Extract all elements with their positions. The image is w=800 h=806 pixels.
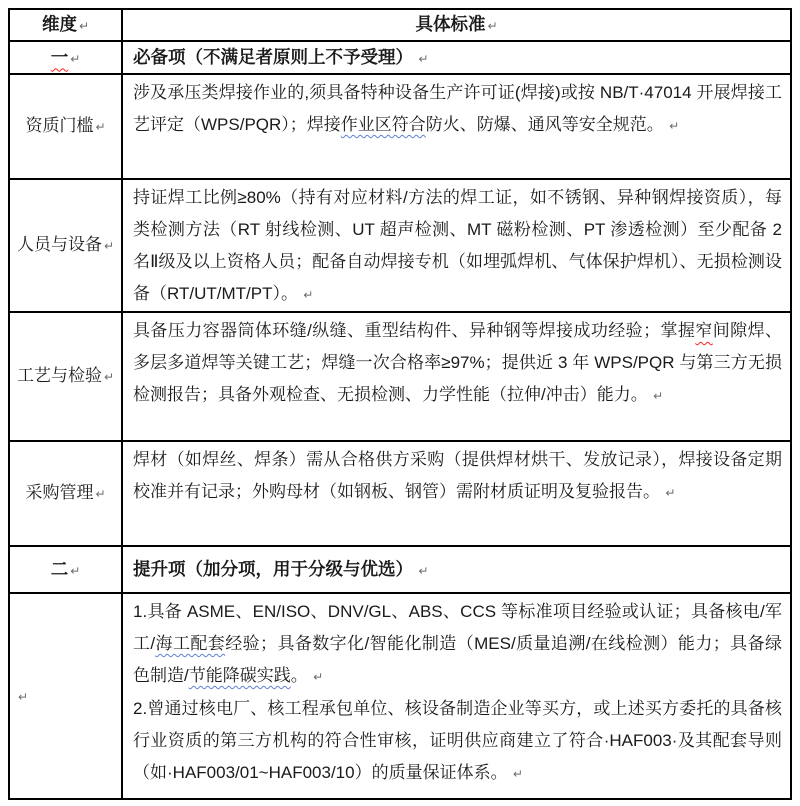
paragraph — [133, 77, 782, 142]
spellcheck-wavy-blue-segment: 作业区符合 — [340, 115, 426, 134]
table-header-row — [10, 10, 790, 42]
paragraph — [133, 315, 782, 412]
text-segment: 资质门槛 — [25, 116, 94, 135]
content-cell-section-1 — [123, 42, 790, 73]
paragraph — [133, 444, 782, 509]
text-segment: 间隙焊、多层多道焊等关键工艺；焊缝一次合格率≥97%；提供近 3 年 WPS/PQR 与第三方无损检测报告；具备外观检查、无损检测、力学性能（拉伸/冲击）能力。 — [133, 321, 783, 404]
text-segment: 焊材（如焊丝、焊条）需从合格供方采购（提供焊材烘干、发放记录），焊接设备定期校准并有记录；外购母材（如钢板、钢管）需附材质证明及复验报告。 — [133, 450, 782, 501]
criteria-table — [8, 8, 792, 800]
content-cell-enhancement — [123, 594, 790, 798]
paragraph-mark: ↵ — [70, 563, 81, 578]
content-cell-section-2 — [123, 547, 790, 592]
text-segment: 维度 — [41, 14, 77, 34]
content-cell-personnel — [123, 180, 790, 311]
header-cell-criteria — [123, 10, 790, 40]
text-segment: 2.曾通过核电厂、核工程承包单位、核设备制造企业等买方，或上述买方委托的具备核行业资质的第三方机构的符合性审核，证明供应商建立了符合·HAF003·及其配套导则（如·HAF003/01~HAF003/10）的质量保证体系。 — [133, 699, 782, 782]
table-row-section-2 — [10, 547, 790, 594]
paragraph — [133, 596, 782, 693]
text-segment: 持证焊工比例≥80%（持有对应材料/方法的焊工证，如不锈钢、异种钢焊接资质），每类检测方法（RT 射线检测、UT 超声检测、MT 磁粉检测、PT 渗透检测）至少配备 2 名Ⅱ级及以上资格人员；配备自动焊接专机（如埋弧焊机、气体保护焊机）、无损检测设备（RT/UT/MT/PT）。 — [133, 188, 782, 303]
text-segment: 提升项（加分项，用于分级与优选） — [133, 558, 413, 579]
paragraph-mark: ↵ — [95, 120, 106, 134]
text-segment: 二 — [50, 558, 69, 579]
paragraph-mark: ↵ — [95, 487, 106, 501]
spellcheck-wavy-red-segment: 一 — [50, 46, 69, 67]
paragraph — [25, 115, 105, 138]
paragraph — [25, 482, 105, 505]
content-cell-process — [123, 313, 790, 440]
paragraph-mark: ↵ — [18, 689, 29, 704]
paragraph-mark: ↵ — [415, 563, 429, 578]
paragraph-mark: ↵ — [662, 486, 676, 500]
dimension-cell-section-1 — [10, 42, 123, 73]
table-row-section-1 — [10, 42, 790, 75]
text-segment: 工艺与检验 — [16, 366, 102, 385]
paragraph-mark: ↵ — [415, 51, 429, 66]
dimension-cell-process — [10, 313, 123, 440]
content-cell-procurement — [123, 442, 790, 545]
paragraph-mark: ↵ — [103, 370, 115, 384]
paragraph — [51, 46, 81, 70]
paragraph — [133, 693, 782, 790]
table-row-procurement — [10, 442, 790, 547]
paragraph — [17, 234, 114, 257]
paragraph — [51, 558, 81, 582]
text-segment: 具备压力容器筒体环缝/纵缝、重型结构件、异种钢等焊接成功经验；掌握 — [133, 321, 696, 340]
paragraph-mark: ↵ — [665, 119, 680, 133]
paragraph — [133, 182, 782, 311]
dimension-cell-procurement — [10, 442, 123, 545]
text-segment: 涉及承压类焊接作业的,须具备特种设备生产许可证(焊接)或按 NB/T·47014 开展焊接工艺评定（WPS/PQR）；焊接 — [133, 83, 782, 134]
text-segment: 防火、防爆、通风等安全规范。 — [425, 115, 664, 134]
text-segment: 采购管理 — [25, 483, 94, 502]
table-row-qualification-threshold — [10, 75, 790, 180]
paragraph-mark: ↵ — [78, 19, 90, 33]
paragraph-mark: ↵ — [70, 51, 81, 66]
text-segment: 必备项（不满足者原则上不予受理） — [133, 46, 413, 67]
table-row-process-inspection — [10, 313, 790, 442]
paragraph — [16, 685, 28, 708]
dimension-cell-section-2 — [10, 547, 123, 592]
dimension-cell-enhancement — [10, 594, 123, 798]
paragraph — [133, 42, 428, 73]
text-segment: 具体标准 — [415, 14, 486, 34]
table-row-personnel-equipment — [10, 180, 790, 313]
spellcheck-wavy-blue-segment: 海工配套 — [155, 634, 226, 653]
header-cell-dimension — [10, 10, 123, 40]
content-cell-qualification — [123, 75, 790, 178]
dimension-cell-personnel — [10, 180, 123, 311]
table-row-enhancement-items — [10, 594, 790, 798]
paragraph — [17, 365, 114, 388]
text-segment: 人员与设备 — [16, 235, 102, 254]
paragraph-mark: ↵ — [103, 239, 115, 253]
dimension-cell-qualification — [10, 75, 123, 178]
text-segment: 。 — [290, 666, 308, 685]
text-segment: 经验；具备数字化/智能化制造（MES/质量追溯/在线检测）能力；具备绿色制造/ — [133, 634, 782, 685]
paragraph — [415, 10, 497, 40]
paragraph-mark: ↵ — [509, 767, 523, 781]
paragraph-mark: ↵ — [309, 670, 324, 684]
paragraph-mark: ↵ — [649, 389, 664, 403]
paragraph — [42, 13, 89, 37]
paragraph-mark: ↵ — [487, 19, 498, 33]
paragraph-mark: ↵ — [299, 288, 314, 302]
spellcheck-wavy-blue-segment: 节能降碳实践 — [188, 666, 291, 685]
text-segment: 1.具备 ASME、EN/ISO、DNV/GL、ABS、CCS 等标准项目经验或认证；具备核电/军工/ — [133, 602, 782, 653]
paragraph — [133, 553, 428, 587]
spellcheck-wavy-red-segment: 窄 — [695, 321, 713, 340]
